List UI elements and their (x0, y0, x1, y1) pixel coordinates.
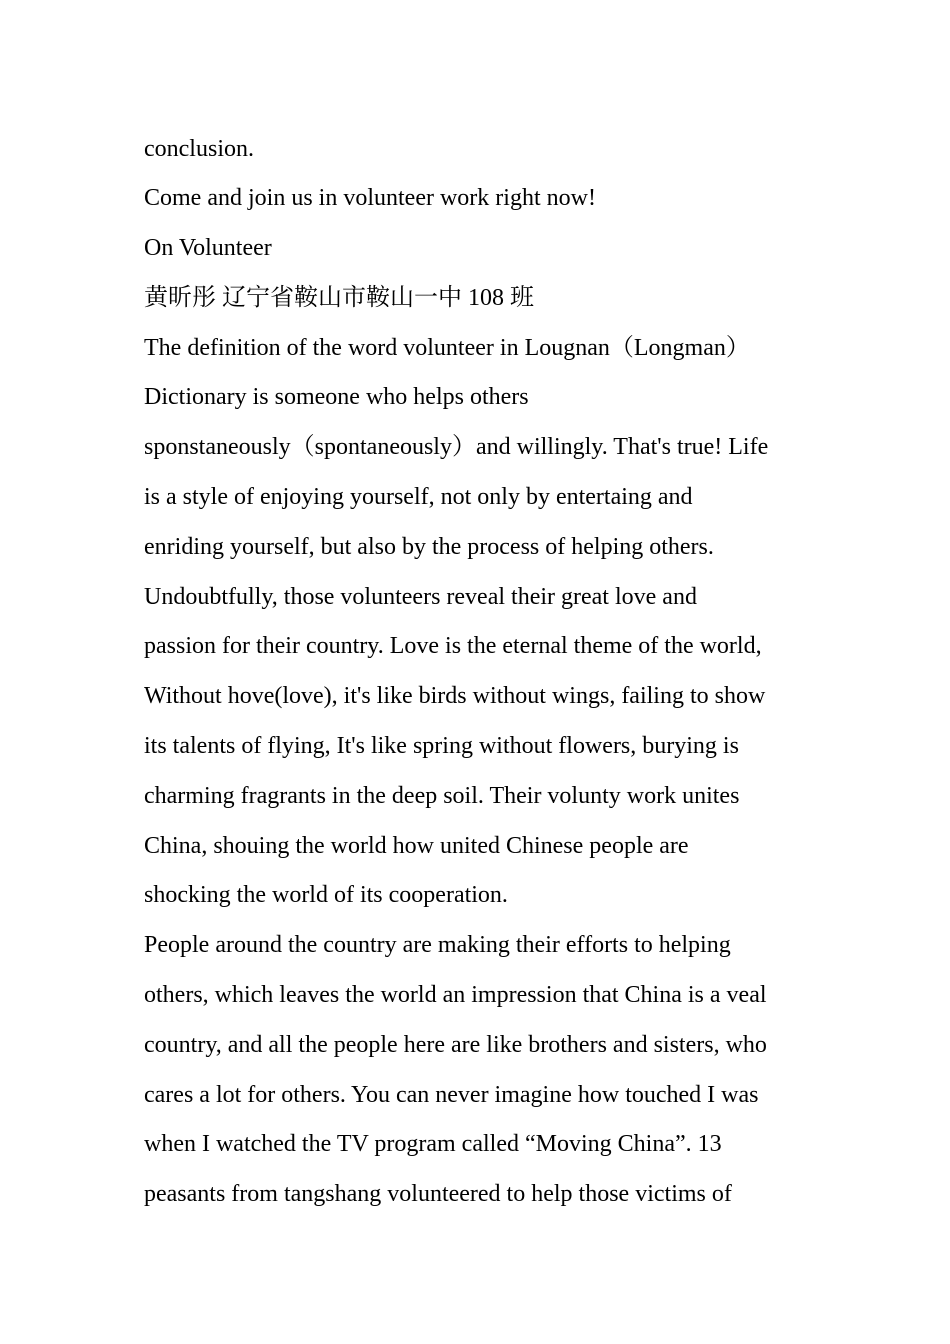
text-line: enriding yourself, but also by the process of helping others. (144, 533, 714, 560)
essay-title: On Volunteer (144, 235, 272, 262)
text-line: cares a lot for others. You can never imagine how touched I was (144, 1081, 759, 1108)
text-line: conclusion. (144, 135, 254, 162)
text-line: when I watched the TV program called “Moving China”. 13 (144, 1131, 722, 1158)
text-line: Dictionary is someone who helps others (144, 384, 529, 411)
text-line: shocking the world of its cooperation. (144, 882, 508, 909)
essay-author: 黄昕彤 辽宁省鞍山市鞍山一中 108 班 (144, 284, 534, 311)
text-line: country, and all the people here are like brothers and sisters, who (144, 1031, 767, 1058)
text-line: charming fragrants in the deep soil. Their volunty work unites (144, 782, 740, 809)
text-line: Come and join us in volunteer work right now! (144, 185, 596, 212)
text-line: its talents of flying, It's like spring without flowers, burying is (144, 733, 739, 760)
text-line: Without hove(love), it's like birds without wings, failing to show (144, 683, 766, 710)
text-line: is a style of enjoying yourself, not only by entertaing and (144, 484, 693, 511)
text-line: The definition of the word volunteer in Lougnan（Longman） (144, 334, 750, 361)
text-line: sponstaneously（spontaneously）and willingly. That's true! Life (144, 434, 769, 461)
text-line: others, which leaves the world an impression that China is a veal (144, 982, 767, 1009)
text-line: passion for their country. Love is the eternal theme of the world, (144, 633, 762, 660)
text-line: peasants from tangshang volunteered to help those victims of (144, 1181, 732, 1208)
text-line: Undoubtfully, those volunteers reveal their great love and (144, 583, 697, 610)
text-line: People around the country are making their efforts to helping (144, 932, 731, 959)
document-body (144, 125, 834, 1221)
text-line: China, shouing the world how united Chinese people are (144, 832, 689, 859)
